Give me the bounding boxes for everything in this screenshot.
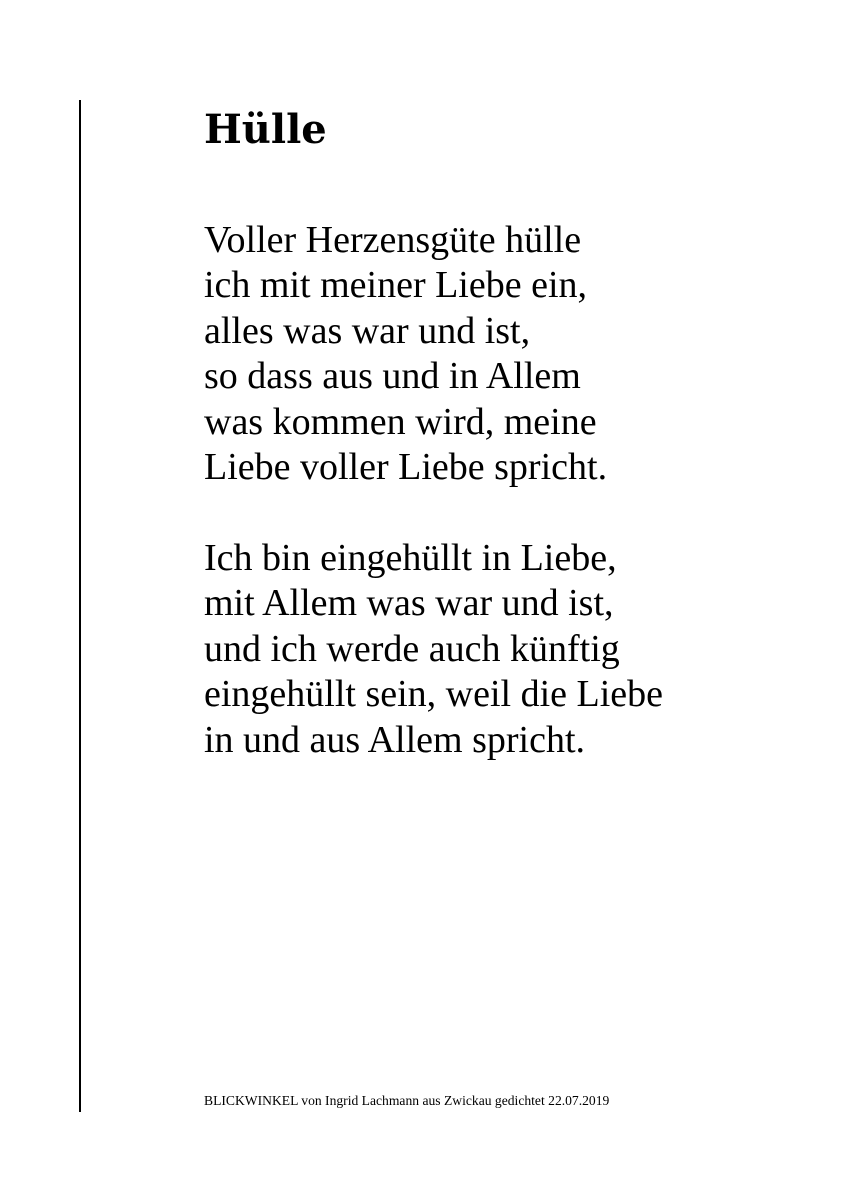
stanza-1: [204, 218, 607, 490]
verse-line: Liebe voller Liebe spricht.: [204, 446, 608, 489]
verse-line: eingehüllt sein, weil die Liebe: [204, 673, 664, 716]
verse-line: ich mit meiner Liebe ein,: [204, 264, 588, 307]
verse-line: und ich werde auch künftig: [204, 627, 620, 670]
verse-line: Voller Herzensgüte hülle: [204, 219, 582, 261]
verse-line: was kommen wird, meine: [204, 400, 597, 443]
margin-rule: [79, 100, 81, 1112]
verse-line: in und aus Allem spricht.: [204, 718, 586, 761]
poem-title: Hülle: [204, 106, 327, 153]
footer-credit: BLICKWINKEL von Ingrid Lachmann aus Zwickau gedichtet 22.07.2019: [204, 1093, 610, 1108]
verse-line: mit Allem was war und ist,: [204, 582, 614, 625]
verse-line: so dass aus und in Allem: [204, 355, 581, 398]
stanza-2: [204, 536, 663, 763]
verse-line: alles was war und ist,: [204, 309, 531, 352]
verse-line: Ich bin eingehüllt in Liebe,: [204, 537, 617, 579]
